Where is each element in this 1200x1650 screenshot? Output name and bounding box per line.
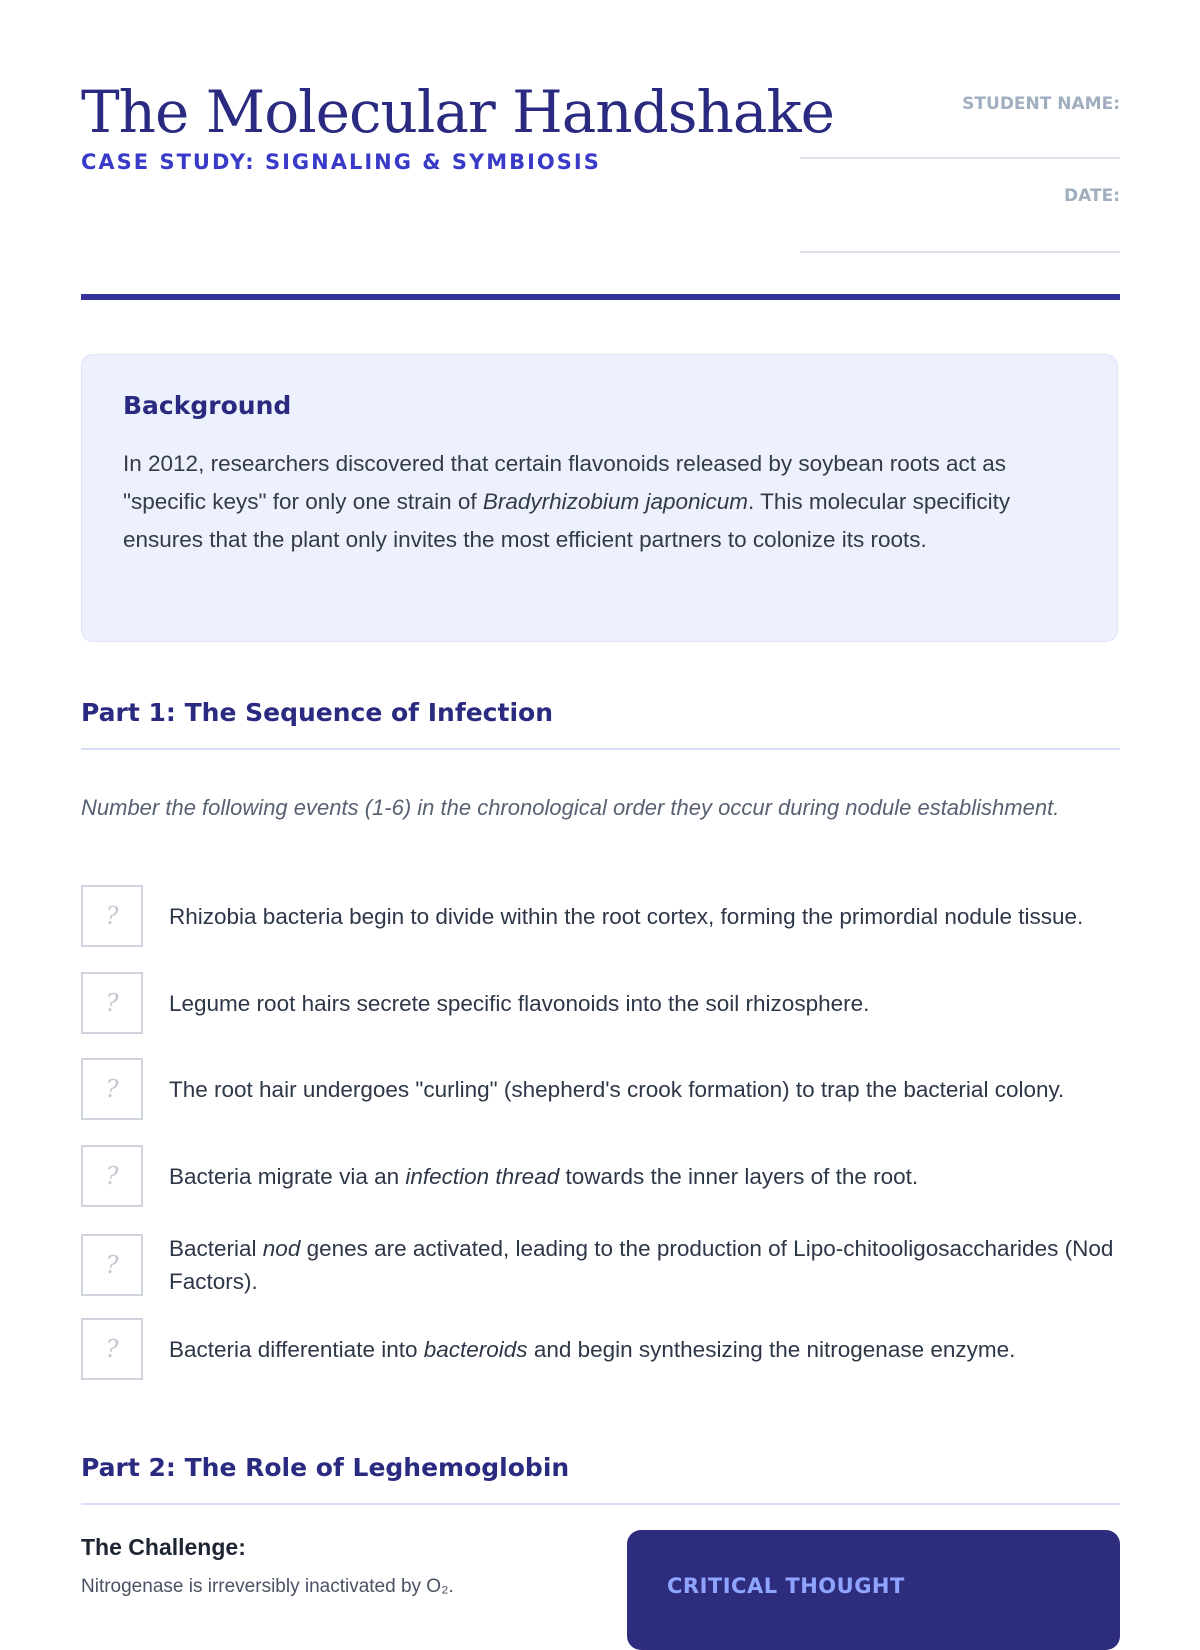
student-name-field[interactable] xyxy=(800,157,1120,159)
order-input-box[interactable]: ? xyxy=(81,1058,143,1120)
event-text: Rhizobia bacteria begin to divide within the root cortex, forming the primordial nodule tissue. xyxy=(169,903,1084,929)
italic-term: infection thread xyxy=(405,1163,560,1189)
page-title: The Molecular Handshake xyxy=(81,78,834,146)
order-input-box[interactable]: ? xyxy=(81,885,143,947)
italic-term: nod xyxy=(262,1236,301,1261)
date-label: DATE: xyxy=(1064,186,1120,206)
part1-instructions: Number the following events (1-6) in the chronological order they occur during nodule establishment. xyxy=(81,795,1060,820)
event-text: Bacteria differentiate into bacteroids and begin synthesizing the nitrogenase enzyme. xyxy=(169,1336,1016,1362)
part1-heading: Part 1: The Sequence of Infection xyxy=(81,698,553,727)
background-heading: Background xyxy=(123,391,292,420)
critical-thought-box xyxy=(627,1530,1120,1650)
event-item xyxy=(81,1232,1121,1298)
italic-term: bacteroids xyxy=(423,1336,528,1362)
event-item xyxy=(81,1318,1121,1380)
page-subtitle: CASE STUDY: SIGNALING & SYMBIOSIS xyxy=(81,150,601,174)
student-name-label: STUDENT NAME: xyxy=(962,94,1120,114)
date-field[interactable] xyxy=(800,251,1120,253)
background-text: In 2012, researchers discovered that certain flavonoids released by soybean roots act as "specific keys" for only one strain of Bradyrhizobium japonicum. This molecular specificity ensures that the plant only invites the most efficient partners to colonize its roots. xyxy=(123,451,1011,552)
event-text: Bacterial nod genes are activated, leading to the production of Lipo-chitooligosaccharides (Nod Factors). xyxy=(169,1236,1114,1294)
header-divider xyxy=(81,294,1120,300)
event-text: Legume root hairs secrete specific flavonoids into the soil rhizosphere. xyxy=(169,990,870,1016)
species-name: Bradyrhizobium japonicum xyxy=(482,489,749,514)
background-box xyxy=(81,354,1118,642)
order-input-box[interactable]: ? xyxy=(81,972,143,1034)
order-input-box[interactable]: ? xyxy=(81,1234,143,1296)
challenge-text: Nitrogenase is irreversibly inactivated by O₂. xyxy=(81,1576,454,1597)
event-text: Bacteria migrate via an infection thread towards the inner layers of the root. xyxy=(169,1163,919,1189)
event-item xyxy=(81,972,1121,1034)
critical-thought-title: CRITICAL THOUGHT xyxy=(667,1574,905,1598)
part2-divider xyxy=(81,1503,1120,1505)
order-input-box[interactable]: ? xyxy=(81,1145,143,1207)
part1-divider xyxy=(81,748,1120,750)
part2-heading: Part 2: The Role of Leghemoglobin xyxy=(81,1453,570,1482)
challenge-label: The Challenge: xyxy=(81,1534,246,1560)
event-text: The root hair undergoes "curling" (shepherd's crook formation) to trap the bacterial colony. xyxy=(169,1076,1065,1102)
event-item xyxy=(81,1058,1121,1120)
order-input-box[interactable]: ? xyxy=(81,1318,143,1380)
event-item xyxy=(81,885,1121,947)
event-item xyxy=(81,1145,1121,1207)
